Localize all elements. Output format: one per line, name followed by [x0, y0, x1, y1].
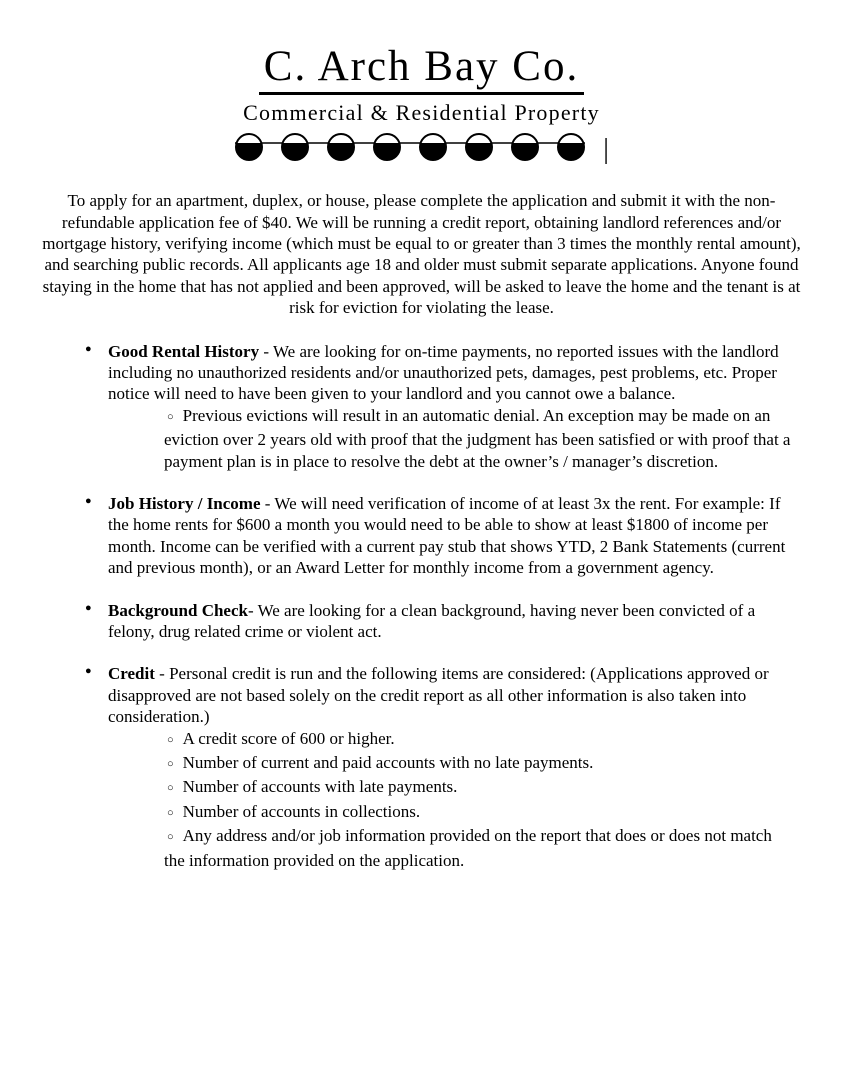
subitem-text: Number of accounts with late payments. — [182, 777, 458, 797]
criteria-item-background-check — [0, 600, 843, 643]
criteria-separator: - — [247, 600, 258, 620]
criteria-separator: - — [260, 494, 275, 514]
criteria-body: We are looking for on-time payments, no reported issues with the landlord including no unauthorized residents and/or unauthorized pets, damages, pest problems, etc. Proper notice will need to have been given to your landlord and you cannot owe a balance. — [108, 341, 779, 404]
criteria-heading: Good Rental History — [108, 341, 260, 361]
criteria-separator: - — [259, 341, 273, 361]
criteria-heading: Credit — [108, 664, 155, 684]
criteria-subitem — [164, 776, 791, 800]
logo-divider-row — [0, 131, 843, 166]
criteria-separator: - — [154, 664, 170, 684]
criteria-subitem — [164, 728, 791, 752]
bullet-icon: ● — [85, 495, 92, 508]
subitem-text: Number of current and paid accounts with no late payments. — [182, 753, 594, 773]
criteria-item-text — [108, 600, 791, 643]
circle-bullet-icon: ○ — [167, 831, 174, 844]
intro-paragraph: To apply for an apartment, duplex, or house, please complete the application and submit it with the non-refundable application fee of $40. We will be running a credit report, obtaining landlord references and/or mortgage history, verifying income (which must be equal to or greater than 3 times the monthly rental amount), and searching public records. All applicants age 18 and older must submit separate applications. Anyone found staying in the home that has not applied and been approved, will be asked to leave the home and the tenant is at risk for eviction for violating the lease. — [42, 191, 801, 318]
subitem-text: Previous evictions will result in an automatic denial. An exception may be made on an eviction over 2 years old with proof that the judgment has been satisfied or with proof that a payment plan is in place to resolve the debt at the owner’s / manager’s discretion. — [164, 405, 791, 471]
company-tagline: Commercial & Residential Property — [243, 100, 600, 126]
circle-bullet-icon: ○ — [167, 733, 174, 746]
criteria-item-text — [108, 493, 791, 579]
criteria-heading: Job History / Income — [108, 494, 261, 514]
circle-bullet-icon: ○ — [167, 782, 174, 795]
company-name: C. Arch Bay Co. — [259, 44, 584, 95]
bullet-icon: ● — [85, 342, 92, 355]
criteria-item-credit — [0, 663, 843, 871]
criteria-body: We will need verification of income of at least 3x the rent. For example: If the home rents for $600 a month you would need to be able to show at least $1800 of income per month. Income can be verified with a current pay stub that shows YTD, 2 Bank Statements (current and previous month), or an Award Letter for monthly income from a government agency. — [108, 494, 786, 578]
criteria-body: We are looking for a clean background, having never been convicted of a felony, drug related crime or violent act. — [108, 600, 756, 642]
criteria-subitem — [164, 801, 791, 825]
subitem-text: Any address and/or job information provided on the report that does or does not match the information provided on the application. — [164, 826, 772, 870]
half-filled-circles-divider-icon — [234, 131, 586, 163]
bullet-icon: ● — [85, 601, 92, 614]
criteria-subitem — [164, 752, 791, 776]
bullet-icon: ● — [85, 665, 92, 678]
circle-bullet-icon: ○ — [167, 410, 174, 423]
criteria-list — [0, 341, 843, 872]
criteria-body: Personal credit is run and the following items are considered: (Applications approved or disapproved are not based solely on the credit report as all other information is also taken into consideration.) — [108, 664, 769, 727]
text-caret[interactable]: | — [603, 134, 609, 166]
criteria-item-job-history-income — [0, 493, 843, 579]
criteria-item-text — [108, 663, 791, 727]
subitem-text: Number of accounts in collections. — [182, 801, 421, 821]
criteria-item-good-rental-history — [0, 341, 843, 472]
criteria-item-text — [108, 341, 791, 405]
subitem-text: A credit score of 600 or higher. — [182, 728, 395, 748]
criteria-heading: Background Check — [108, 600, 248, 620]
criteria-subitem — [164, 405, 791, 472]
circle-bullet-icon: ○ — [167, 806, 174, 819]
letterhead — [0, 0, 843, 166]
criteria-subitem — [164, 825, 791, 871]
circle-bullet-icon: ○ — [167, 758, 174, 771]
